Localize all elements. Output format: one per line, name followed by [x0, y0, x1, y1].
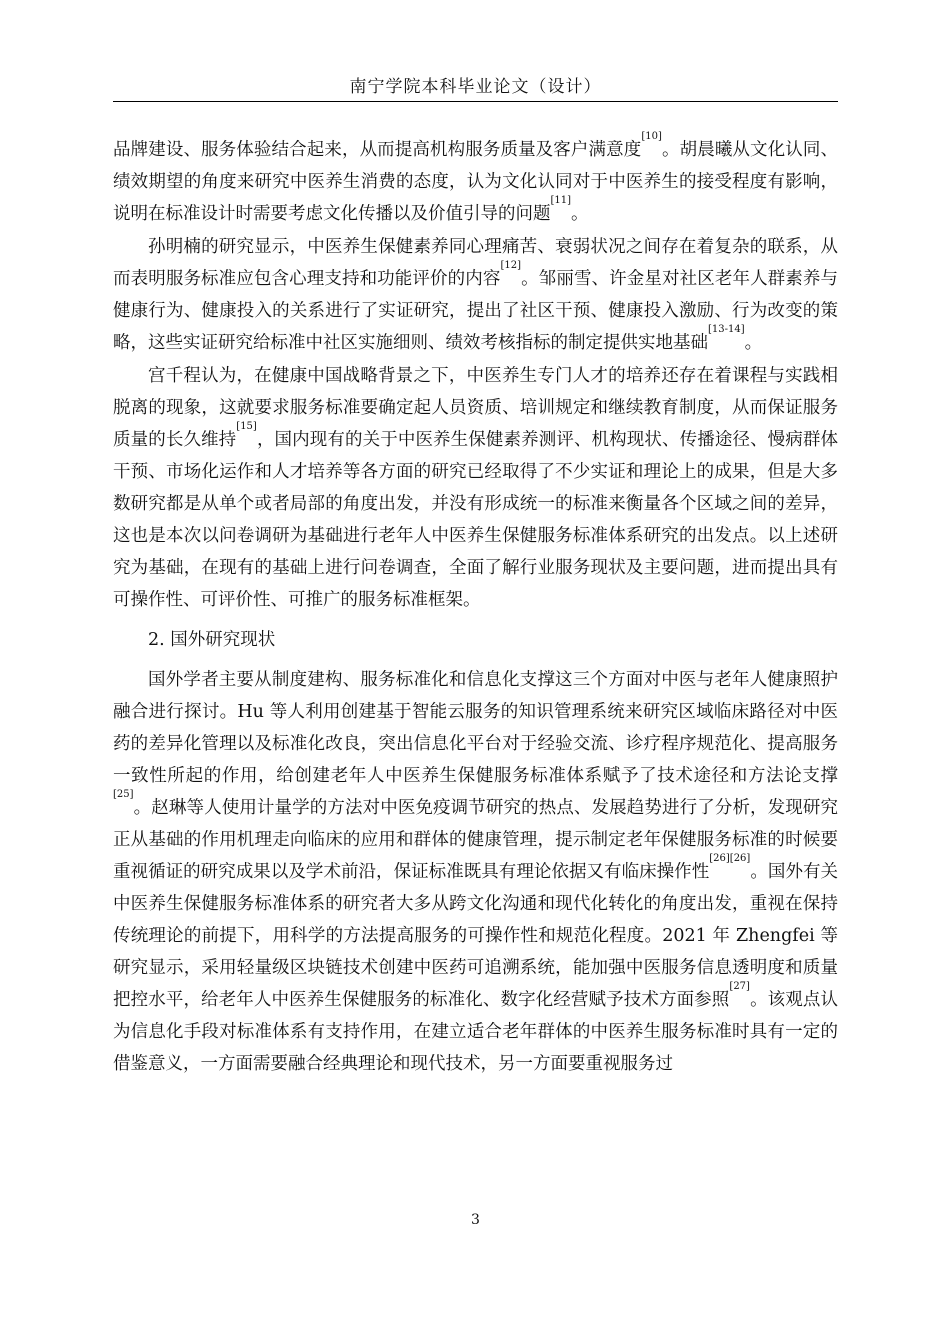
citation: [27]	[729, 981, 750, 992]
section-heading: 2. 国外研究现状	[148, 630, 276, 650]
citation: [13-14]	[708, 324, 745, 335]
page-number: 3	[471, 1212, 480, 1228]
citation: [15]	[236, 421, 257, 432]
citation: [12]	[500, 260, 521, 271]
running-header: 南宁学院本科毕业论文（设计）	[349, 77, 602, 97]
paragraph-2: 孙明楠的研究显示，中医养生保健素养同心理痛苦、衰弱状况之间存在着复杂的联系，从而表明服务标准应包含心理支持和功能评价的内容[12]。邹丽雪、许金星对社区老年人群素养与健康行为、健康投入的关系进行了实证研究，提出了社区干预、健康投入激励、行为改变的策略，这些实证研究给标准中社区实施细则、绩效考核指标的制定提供实地基础[13-14]。	[113, 237, 839, 353]
page-body	[113, 131, 839, 1080]
paragraph-1: 品牌建设、服务体验结合起来，从而提高机构服务质量及客户满意度[10]。胡晨曦从文化认同、绩效期望的角度来研究中医养生消费的态度，认为文化认同对于中医养生的接受程度有影响，说明在标准设计时需要考虑文化传播以及价值引导的问题[11]。	[113, 131, 839, 224]
header-rule	[113, 101, 838, 102]
paragraph-4: 国外学者主要从制度建构、服务标准化和信息化支撑这三个方面对中医与老年人健康照护融合进行探讨。Hu 等人利用创建基于智能云服务的知识管理系统来研究区域临床路径对中医药的差异化管理以及标准化改良，突出信息化平台对于经验交流、诊疗程序规范化、提高服务一致性所起的作用，给创建老年人中医养生保健服务标准体系赋予了技术途径和方法论支撑[25]。赵琳等人使用计量学的方法对中医免疫调节研究的热点、发展趋势进行了分析，发现研究正从基础的作用机理走向临床的应用和群体的健康管理，提示制定老年保健服务标准的时候要重视循证的研究成果以及学术前沿，保证标准既具有理论依据又有临床操作性[26][26]。国外有关中医养生保健服务标准体系的研究者大多从跨文化沟通和现代化转化的角度出发，重视在保持传统理论的前提下，用科学的方法提高服务的可操作性和规范化程度。2021 年 Zhengfei 等研究显示，采用轻量级区块链技术创建中医药可追溯系统，能加强中医服务信息透明度和质量把控水平，给老年人中医养生保健服务的标准化、数字化经营赋予技术方面参照[27]。该观点认为信息化手段对标准体系有支持作用，在建立适合老年群体的中医养生服务标准时具有一定的借鉴意义，一方面需要融合经典理论和现代技术，另一方面要重视服务过	[113, 670, 839, 1074]
citation: [26][26]	[709, 853, 751, 864]
citation: [11]	[550, 195, 572, 206]
citation: [25]	[113, 789, 134, 800]
citation: [10]	[641, 131, 662, 142]
paragraph-3: 宫千程认为，在健康中国战略背景之下，中医养生专门人才的培养还存在着课程与实践相脱离的现象，这就要求服务标准要确定起人员资质、培训规定和继续教育制度，从而保证服务质量的长久维持[15]，国内现有的关于中医养生保健素养测评、机构现状、传播途径、慢病群体干预、市场化运作和人才培养等各方面的研究已经取得了不少实证和理论上的成果，但是大多数研究都是从单个或者局部的角度出发，并没有形成统一的标准来衡量各个区域之间的差异，这也是本次以问卷调研为基础进行老年人中医养生保健服务标准体系研究的出发点。以上述研究为基础，在现有的基础上进行问卷调查，全面了解行业服务现状及主要问题，进而提出具有可操作性、可评价性、可推广的服务标准框架。	[113, 366, 839, 610]
